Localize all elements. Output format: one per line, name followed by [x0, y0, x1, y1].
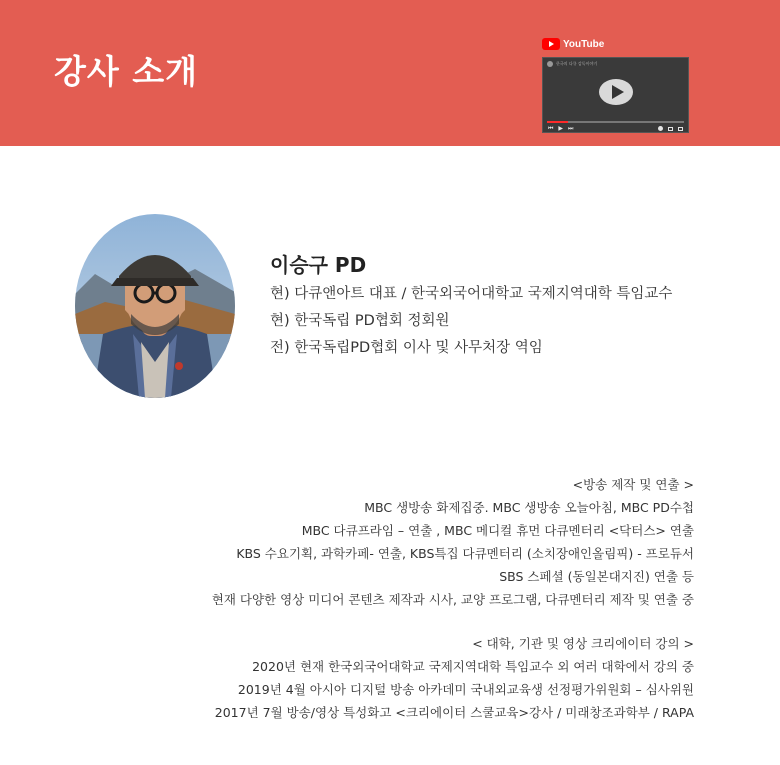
skip-back-icon[interactable]: ⏮ [548, 125, 554, 132]
lectures-heading: < 대학, 기관 및 영상 크리에이터 강의 > [472, 636, 694, 652]
profile-line: 현) 한국독립 PD협회 정회원 [270, 313, 450, 329]
career-item: MBC 다큐프라임 – 연출 , MBC 메디컬 휴먼 다큐멘터리 <닥터스> 연출 [301, 522, 694, 538]
youtube-logo-text: YouTube [563, 38, 605, 50]
career-item: 현재 다양한 영상 미디어 콘텐츠 제작과 시사, 교양 프로그램, 다큐멘터리 제작 및 연출 중 [211, 591, 694, 607]
career-item: MBC 생방송 화제집중. MBC 생방송 오늘아침, MBC PD수첩 [364, 499, 694, 515]
career-item: 2017년 7월 방송/영상 특성화고 <크리에이터 스쿨교육>강사 / 미래창조과학부 / RAPA [214, 705, 694, 721]
skip-forward-icon[interactable]: ⏭ [568, 125, 574, 132]
career-item: SBS 스페셜 (동일본대지진) 연출 등 [499, 568, 694, 584]
section-spacer [212, 611, 694, 633]
career-item: 2019년 4월 아시아 디지털 방송 아카데미 국내외교육생 선정평가위원회 – 심사위원 [237, 682, 694, 698]
youtube-logo[interactable] [542, 38, 604, 50]
career-item: 2020년 현재 한국외국어대학교 국제지역대학 특임교수 외 여러 대학에서 강의 중 [252, 659, 694, 675]
play-button[interactable] [599, 79, 633, 105]
instructor-name: 이승구 PD [270, 253, 367, 277]
career-history [212, 474, 694, 725]
career-item: KBS 수요기획, 과학카페- 연출, KBS특집 다큐멘터리 (소치장애인올림픽) - 프로듀서 [236, 545, 694, 561]
instructor-profile [270, 251, 672, 362]
page-title: 강사 소개 [54, 52, 199, 91]
channel-avatar[interactable] [547, 61, 553, 67]
video-progress-bar[interactable] [547, 121, 684, 123]
video-controls [548, 125, 683, 132]
gear-icon[interactable] [658, 126, 663, 131]
broadcast-heading: <방송 제작 및 연출 > [572, 477, 694, 492]
header-banner [0, 0, 780, 146]
video-header [547, 61, 597, 67]
captions-icon[interactable] [668, 127, 673, 131]
instructor-photo [75, 214, 235, 398]
profile-line: 현) 다큐앤아트 대표 / 한국외국어대학교 국제지역대학 특임교수 [270, 286, 673, 302]
youtube-icon [542, 38, 560, 50]
play-icon [612, 85, 624, 99]
fullscreen-icon[interactable] [678, 127, 683, 131]
play-small-icon[interactable]: ▶ [558, 125, 564, 132]
profile-line: 전) 한국독립PD협회 이사 및 사무처장 역임 [270, 340, 543, 356]
video-title[interactable]: 한국의 다큐 감독이야기 [556, 61, 598, 66]
video-player[interactable] [542, 57, 689, 133]
video-progress-fill [547, 121, 568, 123]
